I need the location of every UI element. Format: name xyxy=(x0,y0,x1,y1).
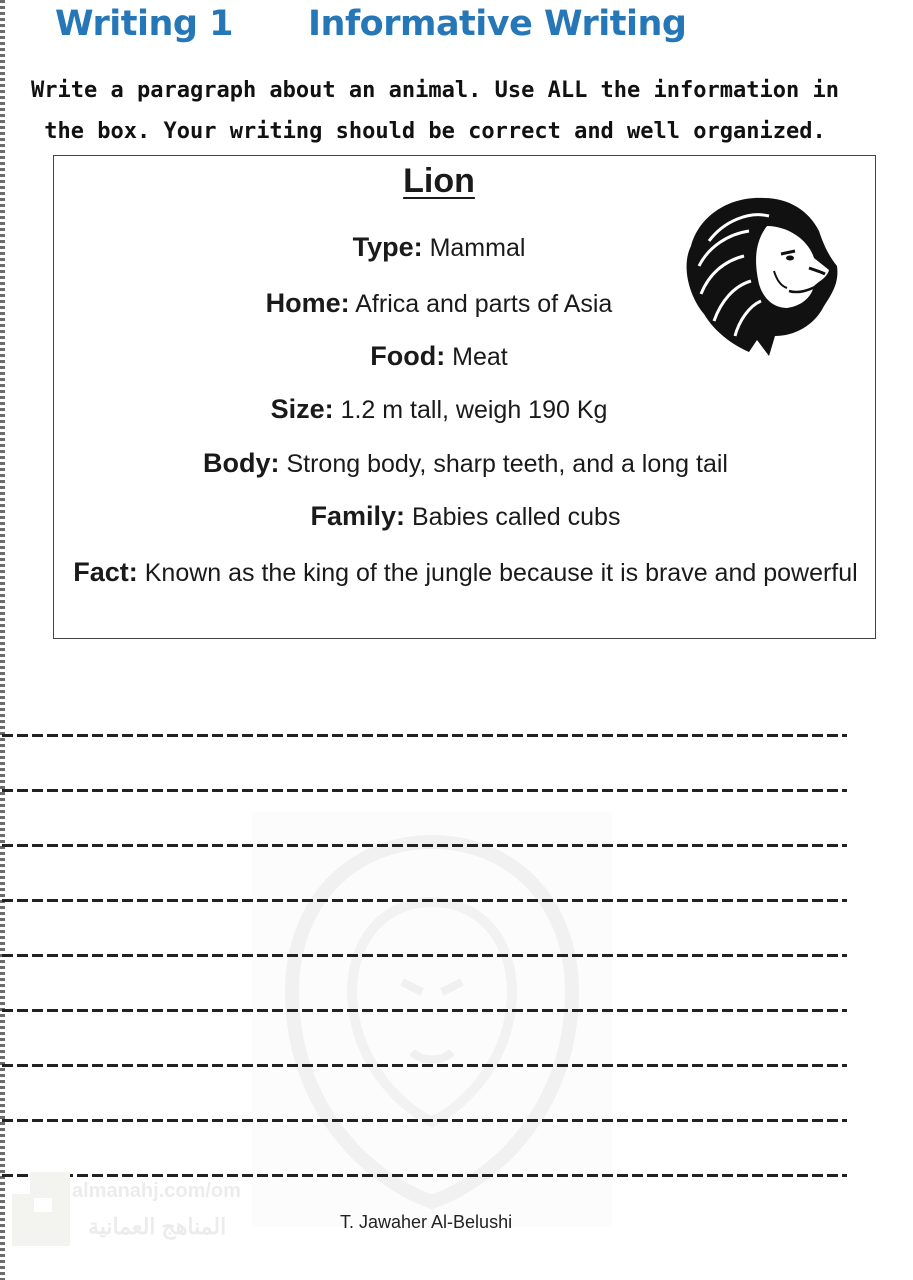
fact-size xyxy=(54,394,824,425)
fact-value: 1.2 m tall, weigh 190 Kg xyxy=(340,396,608,424)
writing-line-1 xyxy=(2,734,847,737)
fact-value: Mammal xyxy=(429,234,526,262)
fact-value: Strong body, sharp teeth, and a long tail xyxy=(286,450,728,478)
writing-line-3 xyxy=(2,844,847,847)
writing-number-title: Writing 1 xyxy=(55,4,233,44)
writing-line-5 xyxy=(2,954,847,957)
lion-watermark xyxy=(252,812,612,1227)
fact-fun xyxy=(54,552,877,593)
fact-label: Home: xyxy=(265,288,350,318)
fact-label: Type: xyxy=(352,232,423,262)
writing-line-7 xyxy=(2,1064,847,1067)
teacher-name: T. Jawaher Al-Belushi xyxy=(340,1212,513,1232)
instructions-line-1: Write a paragraph about an animal. Use ALL the information in xyxy=(31,78,839,103)
instructions-line-2: the box. Your writing should be correct and well organized. xyxy=(44,119,826,144)
fact-value: Meat xyxy=(452,343,508,371)
fact-family xyxy=(54,501,877,532)
writing-line-2 xyxy=(2,789,847,792)
writing-line-9 xyxy=(2,1174,847,1177)
page-left-border xyxy=(0,0,5,1280)
fact-label: Fact: xyxy=(73,557,138,587)
animal-name-heading: Lion xyxy=(403,162,475,200)
site-url-watermark: almanahj.com/om xyxy=(72,1180,241,1202)
fact-value: Known as the king of the jungle because it is brave and powerful xyxy=(144,559,858,587)
fact-label: Family: xyxy=(310,501,406,531)
site-logo-watermark xyxy=(12,1172,70,1246)
animal-info-box xyxy=(53,155,876,639)
fact-label: Size: xyxy=(270,394,334,424)
fact-label: Food: xyxy=(370,341,446,371)
writing-line-4 xyxy=(2,899,847,902)
writing-line-8 xyxy=(2,1119,847,1122)
fact-value: Africa and parts of Asia xyxy=(355,290,613,318)
fact-body xyxy=(54,448,877,479)
fact-value: Babies called cubs xyxy=(412,503,621,531)
site-name-watermark: المناهج العمانية xyxy=(88,1214,227,1239)
instructions xyxy=(10,70,860,152)
lion-head-illustration xyxy=(669,186,849,366)
writing-line-6 xyxy=(2,1009,847,1012)
fact-label: Body: xyxy=(203,448,280,478)
writing-type-title: Informative Writing xyxy=(308,4,687,44)
